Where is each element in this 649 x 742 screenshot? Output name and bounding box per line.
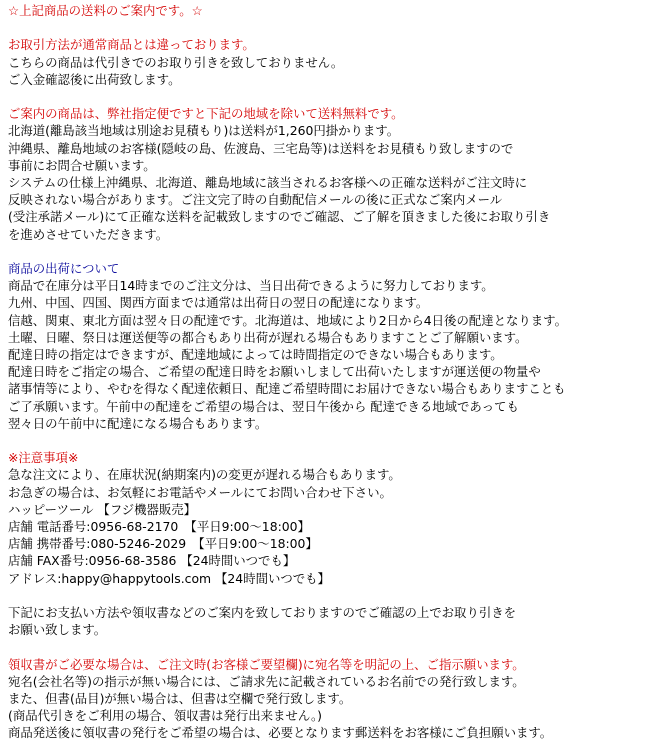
delivery-line: 信越、関東、東北方面は翌々日の配達です。北海道は、地域により2日から4日後の配達となります。: [8, 312, 567, 328]
shop-email: アドレス:happy@happytools.com 【24時間いつでも】: [8, 570, 330, 586]
receipt-line: (商品代引きをご利用の場合、領収書は発行出来ません。): [8, 708, 322, 724]
receipt-line: また、但書(品目)が無い場合は、但書は空欄で発行致します。: [8, 691, 352, 707]
shop-name: ハッピーツール 【フジ機器販売】: [8, 501, 197, 517]
notes-heading: ※注意事項※: [8, 450, 79, 466]
delivery-line: 配達日時の指定はできますが、配達地域によっては時間指定のできない場合もあります。: [8, 347, 503, 363]
payment-line: こちらの商品は代引きでのお取り引きを致しておりません。: [8, 54, 344, 70]
delivery-line: 翌々日の午前中に配達になる場合もあります。: [8, 415, 268, 431]
shipping-fee-line: を進めさせていただきます。: [8, 226, 169, 242]
payment-line: ご入金確認後に出荷致します。: [8, 71, 181, 87]
delivery-line: 配達日時をご指定の場合、ご希望の配達日時をお願いしまして出荷いたしますが運送便の物量や: [8, 364, 541, 380]
shop-mobile: 店舗 携帯番号:080-5246-2029 【平日9:00～18:00】: [8, 536, 318, 552]
spacer: [8, 19, 641, 36]
notes-line: 急な注文により、在庫状況(納期案内)の変更が遅れる場合もあります。: [8, 467, 401, 483]
delivery-heading: 商品の出荷について: [8, 261, 120, 276]
shipping-fee-line: 反映されない場合があります。ご注文完了時の自動配信メールの後に正式なご案内メール: [8, 192, 503, 208]
header-notice: ☆上記商品の送料のご案内です。☆: [8, 3, 203, 18]
shipping-fee-line: (受注承諾メール)にて正確な送料を記載致しますのでご確認、ご了解を頂きました後にお取り引き: [8, 209, 551, 225]
delivery-line: 諸事情等により、やむを得なく配達依頼日、配達ご希望時間にお届けできない場合もありますことも: [8, 381, 566, 397]
receipt-line: 宛名(会社名等)の指示が無い場合には、ご請求先に記載されているお名前での発行致します。: [8, 673, 525, 689]
delivery-line: 商品で在庫分は平日14時までのご注文分は、当日出荷できるように努力しております。: [8, 278, 494, 294]
shop-fax: 店舗 FAX番号:0956-68-3586 【24時間いつでも】: [8, 553, 296, 569]
delivery-line: ご了承願います。午前中の配達をご希望の場合は、翌日午後から 配達できる地域であっても: [8, 398, 519, 414]
receipt-heading: 領収書がご必要な場合は、ご注文時(お客様ご要望欄)に宛名等を明記の上、ご指示願います。: [8, 656, 525, 672]
shipping-fee-line: 事前にお問合せ願います。: [8, 157, 156, 173]
spacer: [8, 638, 641, 655]
shipping-fee-heading: ご案内の商品は、弊社指定便ですと下記の地域を除いて送料無料です。: [8, 106, 404, 122]
spacer: [8, 432, 641, 449]
shipping-fee-line: 沖縄県、離島地域のお客様(隠岐の島、佐渡島、三宅島等)は送料をお見積もり致しますので: [8, 140, 514, 156]
notes-line: お急ぎの場合は、お気軽にお電話やメールにてお問い合わせ下さい。: [8, 484, 392, 500]
shipping-fee-line: 北海道(離島該当地域は別途お見積もり)は送料が1,260円掛かります。: [8, 123, 400, 139]
delivery-line: 土曜、日曜、祭日は運送便等の都合もあり出荷が遅れる場合もありますことご了解願います。: [8, 329, 528, 345]
payment-heading: お取引方法が通常商品とは違っております。: [8, 37, 255, 53]
spacer: [8, 587, 641, 604]
delivery-line: 九州、中国、四国、関西方面までは通常は出荷日の翌日の配達になります。: [8, 295, 429, 311]
spacer: [8, 243, 641, 260]
notes-closing-line: お願い致します。: [8, 622, 107, 638]
shop-phone: 店舗 電話番号:0956-68-2170 【平日9:00～18:00】: [8, 519, 310, 535]
spacer: [8, 88, 641, 105]
receipt-line: 商品発送後に領収書の発行をご希望の場合は、必要となります郵送料をお客様にご負担願います。: [8, 725, 553, 741]
shipping-fee-line: システムの仕様上沖縄県、北海道、離島地域に該当されるお客様への正確な送料がご注文時に: [8, 175, 528, 190]
notes-closing-line: 下記にお支払い方法や領収書などのご案内を致しておりますのでご確認の上でお取り引きを: [8, 605, 517, 621]
